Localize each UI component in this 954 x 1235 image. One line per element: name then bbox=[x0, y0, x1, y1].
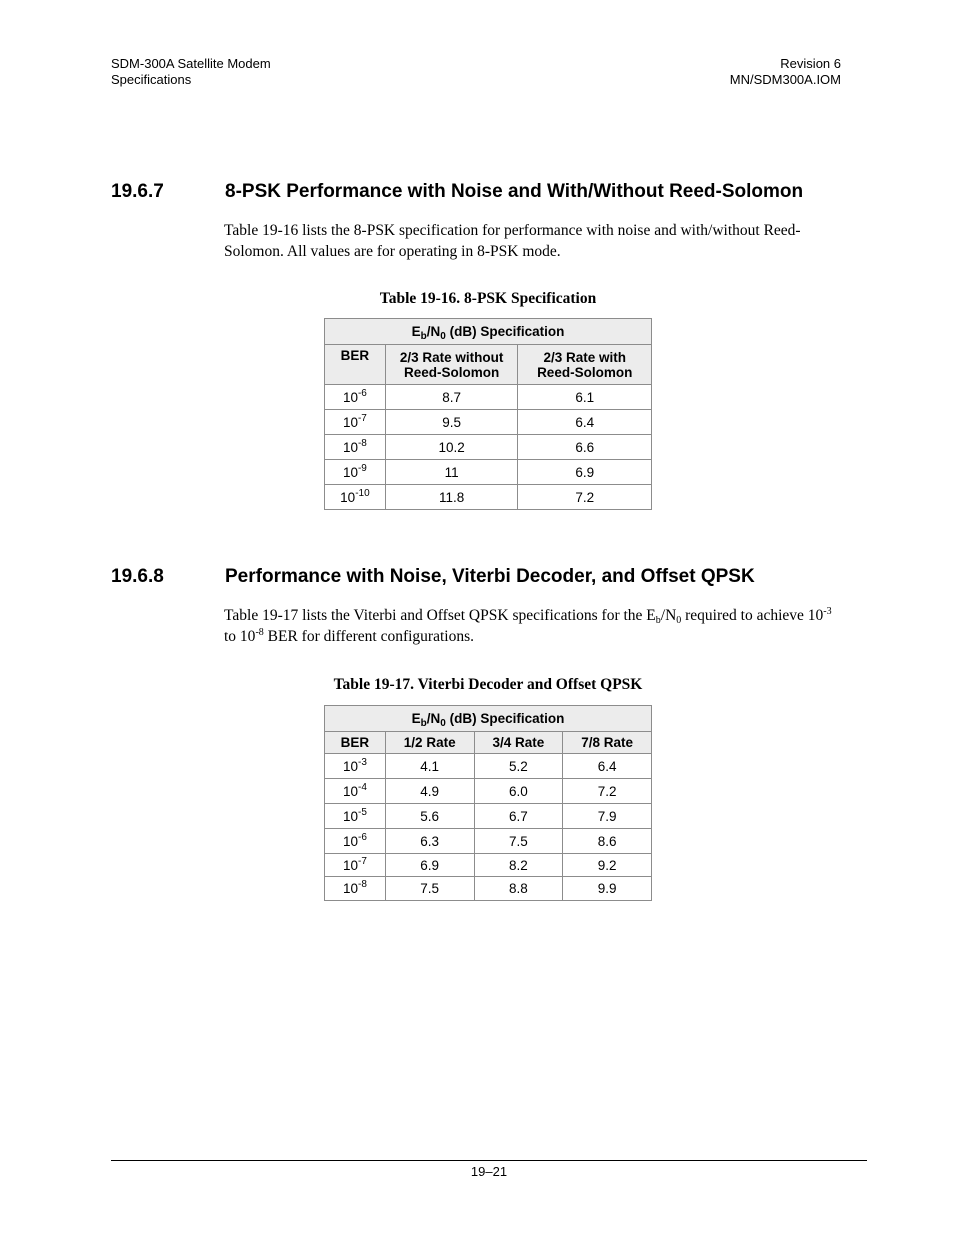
ber-cell: $10^{-8}$ bbox=[325, 435, 386, 460]
value-cell: 5.2 bbox=[474, 754, 563, 779]
table-caption: Table 19-17. Viterbi Decoder and Offset QPSK bbox=[333, 676, 643, 693]
section-title: Performance with Noise, Viterbi Decoder, and Offset QPSK bbox=[225, 566, 755, 587]
section-title: 8-PSK Performance with Noise and With/Without Reed-Solomon bbox=[225, 181, 804, 202]
value-cell: 10.2 bbox=[385, 435, 518, 460]
value-cell: 7.5 bbox=[385, 877, 474, 901]
value-cell: 9.5 bbox=[385, 410, 518, 435]
table-caption: Table 19-16. 8-PSK Specification bbox=[379, 290, 597, 307]
section-heading-19-6-7 bbox=[111, 181, 803, 203]
header-doc-title: SDM-300A Satellite Modem bbox=[111, 56, 271, 71]
ber-cell: $10^{-9}$ bbox=[325, 460, 386, 485]
value-cell: 6.7 bbox=[474, 804, 563, 829]
value-cell: 8.2 bbox=[474, 854, 563, 877]
table-super-header: $E_b/N_0$ (dB) Specification bbox=[325, 319, 652, 345]
value-cell: 9.9 bbox=[563, 877, 652, 901]
ber-cell: $10^{-6}$ bbox=[325, 385, 386, 410]
value-cell: 8.7 bbox=[385, 385, 518, 410]
ber-cell: $10^{-6}$ bbox=[325, 829, 386, 854]
table-viterbi-oqpsk bbox=[324, 705, 652, 901]
value-cell: 11.8 bbox=[385, 485, 518, 510]
ber-cell: $10^{-3}$ bbox=[325, 754, 386, 779]
table-row bbox=[325, 485, 652, 510]
footer-divider bbox=[111, 1160, 867, 1161]
column-header-ber: BER bbox=[325, 345, 386, 385]
section-heading-19-6-8 bbox=[111, 566, 755, 588]
column-header-ber: BER bbox=[325, 732, 386, 754]
table-row bbox=[325, 385, 652, 410]
value-cell: 6.4 bbox=[518, 410, 652, 435]
ber-cell: $10^{-8}$ bbox=[325, 877, 386, 901]
value-cell: 8.6 bbox=[563, 829, 652, 854]
value-cell: 11 bbox=[385, 460, 518, 485]
value-cell: 8.8 bbox=[474, 877, 563, 901]
value-cell: 7.2 bbox=[518, 485, 652, 510]
page-header-left bbox=[111, 56, 271, 88]
value-cell: 7.2 bbox=[563, 779, 652, 804]
column-header-3-4-rate: 3/4 Rate bbox=[474, 732, 563, 754]
header-revision: Revision 6 bbox=[780, 56, 841, 71]
ber-cell: $10^{-4}$ bbox=[325, 779, 386, 804]
page-number: 19–21 bbox=[470, 1164, 508, 1179]
table-8psk-spec bbox=[324, 318, 652, 510]
section-paragraph: Table 19-16 lists the 8-PSK specification for performance with noise and with/without Reed-Solomon. All values are for operating in 8-PSK mode. bbox=[224, 222, 801, 260]
value-cell: 4.9 bbox=[385, 779, 474, 804]
table-row bbox=[325, 779, 652, 804]
header-chapter: Specifications bbox=[111, 72, 192, 87]
value-cell: 7.9 bbox=[563, 804, 652, 829]
value-cell: 6.3 bbox=[385, 829, 474, 854]
table-row bbox=[325, 410, 652, 435]
value-cell: 6.4 bbox=[563, 754, 652, 779]
value-cell: 6.6 bbox=[518, 435, 652, 460]
column-header-1-2-rate: 1/2 Rate bbox=[385, 732, 474, 754]
page-header-right bbox=[730, 56, 841, 88]
value-cell: 6.9 bbox=[518, 460, 652, 485]
table-row bbox=[325, 804, 652, 829]
section-paragraph: Table 19-17 lists the Viterbi and Offset QPSK specifications for the $E_b/N_0$ required to achieve $10^{-3}$ to $10^{-8}$ BER for different configurations. bbox=[224, 606, 832, 645]
table-row bbox=[325, 754, 652, 779]
value-cell: 6.9 bbox=[385, 854, 474, 877]
table-super-header: $E_b/N_0$ (dB) Specification bbox=[325, 706, 652, 732]
value-cell: 6.1 bbox=[518, 385, 652, 410]
ber-cell: $10^{-7}$ bbox=[325, 854, 386, 877]
table-row bbox=[325, 854, 652, 877]
column-header-with-rs: 2/3 Rate with Reed-Solomon bbox=[518, 345, 652, 385]
ber-cell: $10^{-10}$ bbox=[325, 485, 386, 510]
value-cell: 4.1 bbox=[385, 754, 474, 779]
section-number: 19.6.8 bbox=[111, 566, 164, 587]
ber-cell: $10^{-7}$ bbox=[325, 410, 386, 435]
column-header-without-rs: 2/3 Rate without Reed-Solomon bbox=[385, 345, 518, 385]
value-cell: 5.6 bbox=[385, 804, 474, 829]
table-row bbox=[325, 877, 652, 901]
ber-cell: $10^{-5}$ bbox=[325, 804, 386, 829]
header-doc-number: MN/SDM300A.IOM bbox=[729, 72, 841, 87]
value-cell: 7.5 bbox=[474, 829, 563, 854]
section-number: 19.6.7 bbox=[111, 181, 164, 202]
table-row bbox=[325, 829, 652, 854]
value-cell: 6.0 bbox=[474, 779, 563, 804]
column-header-7-8-rate: 7/8 Rate bbox=[563, 732, 652, 754]
table-row bbox=[325, 460, 652, 485]
table-row bbox=[325, 435, 652, 460]
value-cell: 9.2 bbox=[563, 854, 652, 877]
